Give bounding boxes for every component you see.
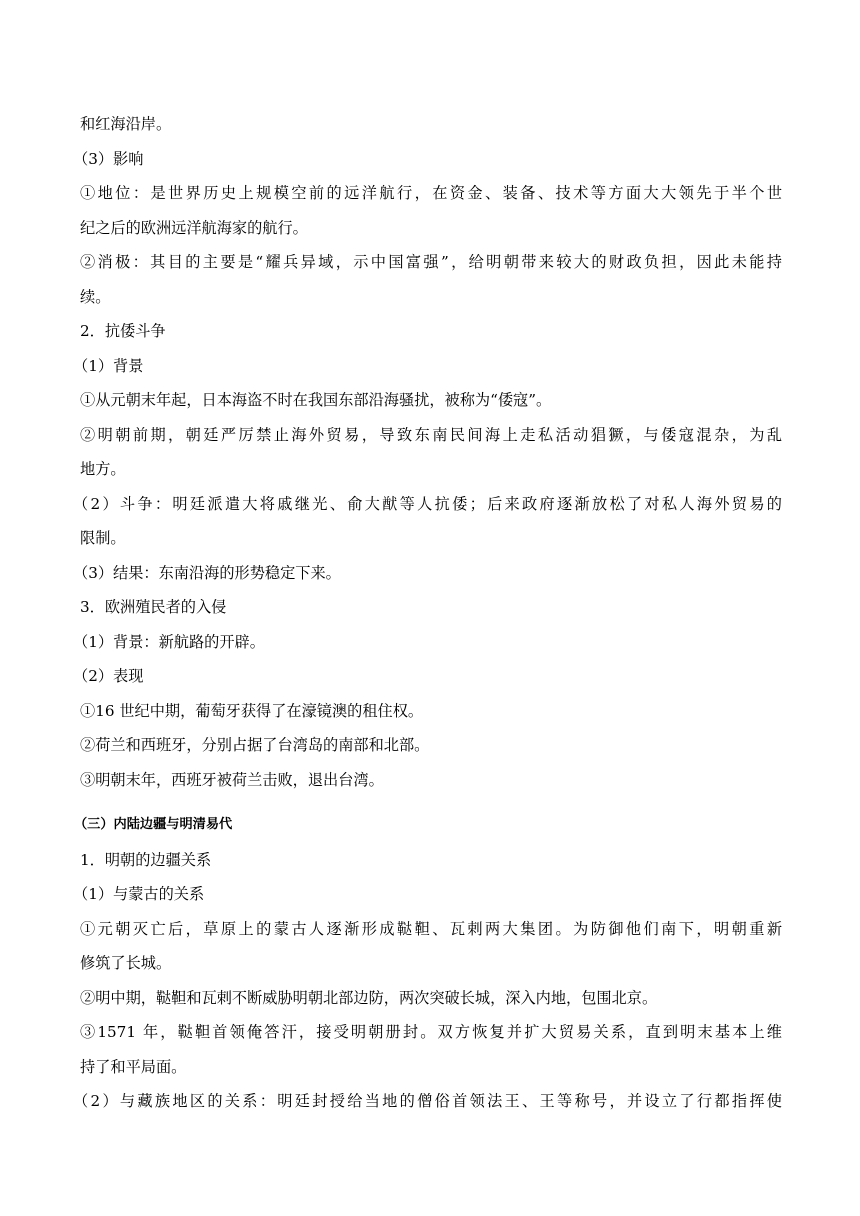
heading-ming-frontier: 1．明朝的边疆关系 <box>80 850 212 869</box>
text-line: （2）与藏族地区的关系：明廷封授给当地的僧俗首领法王、王等称号，并设立了行都指挥使 <box>73 1092 782 1110</box>
text-line: ②荷兰和西班牙，分别占据了台湾岛的南部和北部。 <box>80 736 430 754</box>
text-line: （3）结果：东南沿海的形势稳定下来。 <box>73 563 341 582</box>
text-line: 地方。 <box>80 460 126 478</box>
section-gap <box>80 797 782 808</box>
text-line: ③明朝末年，西班牙被荷兰击败，退出台湾。 <box>80 770 384 789</box>
document-body <box>73 107 782 1119</box>
section-heading: （三）内陆边疆与明清易代 <box>74 817 233 832</box>
text-line: （2）斗争：明廷派遣大将戚继光、俞大猷等人抗倭；后来政府逐渐放松了对私人海外贸易的 <box>73 494 782 513</box>
text-line: ①16 世纪中期，葡萄牙获得了在濠镜澳的租住权。 <box>80 701 424 720</box>
text-line: ①元朝灭亡后，草原上的蒙古人逐渐形成鞑靼、瓦剌两大集团。为防御他们南下，明朝重新 <box>80 919 782 938</box>
text-line: 限制。 <box>80 529 126 547</box>
subheading-impact: （3）影响 <box>73 149 144 168</box>
text-line: 纪之后的欧洲远洋航海家的航行。 <box>80 218 308 237</box>
text-line: 持了和平局面。 <box>80 1057 187 1076</box>
subheading-manifestation: （2）表现 <box>73 667 144 685</box>
text-line: ②消极：其目的主要是“耀兵异域，示中国富强”，给明朝带来较大的财政负担，因此未能持 <box>80 253 782 271</box>
subheading-mongol-relations: （1）与蒙古的关系 <box>73 885 205 903</box>
subheading-background: （1）背景 <box>73 356 144 375</box>
text-line: 续。 <box>80 287 111 306</box>
text-line: （1）背景：新航路的开辟。 <box>73 632 265 651</box>
text-line: ①地位：是世界历史上规模空前的远洋航行，在资金、装备、技术等方面大大领先于半个世 <box>80 184 782 202</box>
text-line: ①从元朝末年起，日本海盗不时在我国东部沿海骚扰，被称为“倭寇”。 <box>80 391 552 409</box>
text-line: ②明中期，鞑靼和瓦剌不断威胁明朝北部边防，两次突破长城，深入内地，包围北京。 <box>80 988 658 1007</box>
heading-european-colonists: 3．欧洲殖民者的入侵 <box>80 598 227 616</box>
text-line: ②明朝前期，朝廷严厉禁止海外贸易，导致东南民间海上走私活动猖獗，与倭寇混杂，为乱 <box>80 425 782 444</box>
text-line: ③1571 年，鞑靼首领俺答汗，接受明朝册封。双方恢复并扩大贸易关系，直到明末基本上维 <box>80 1023 782 1041</box>
heading-anti-wokou: 2．抗倭斗争 <box>80 322 166 340</box>
text-line: 和红海沿岸。 <box>80 115 172 133</box>
text-line: 修筑了长城。 <box>80 954 172 972</box>
